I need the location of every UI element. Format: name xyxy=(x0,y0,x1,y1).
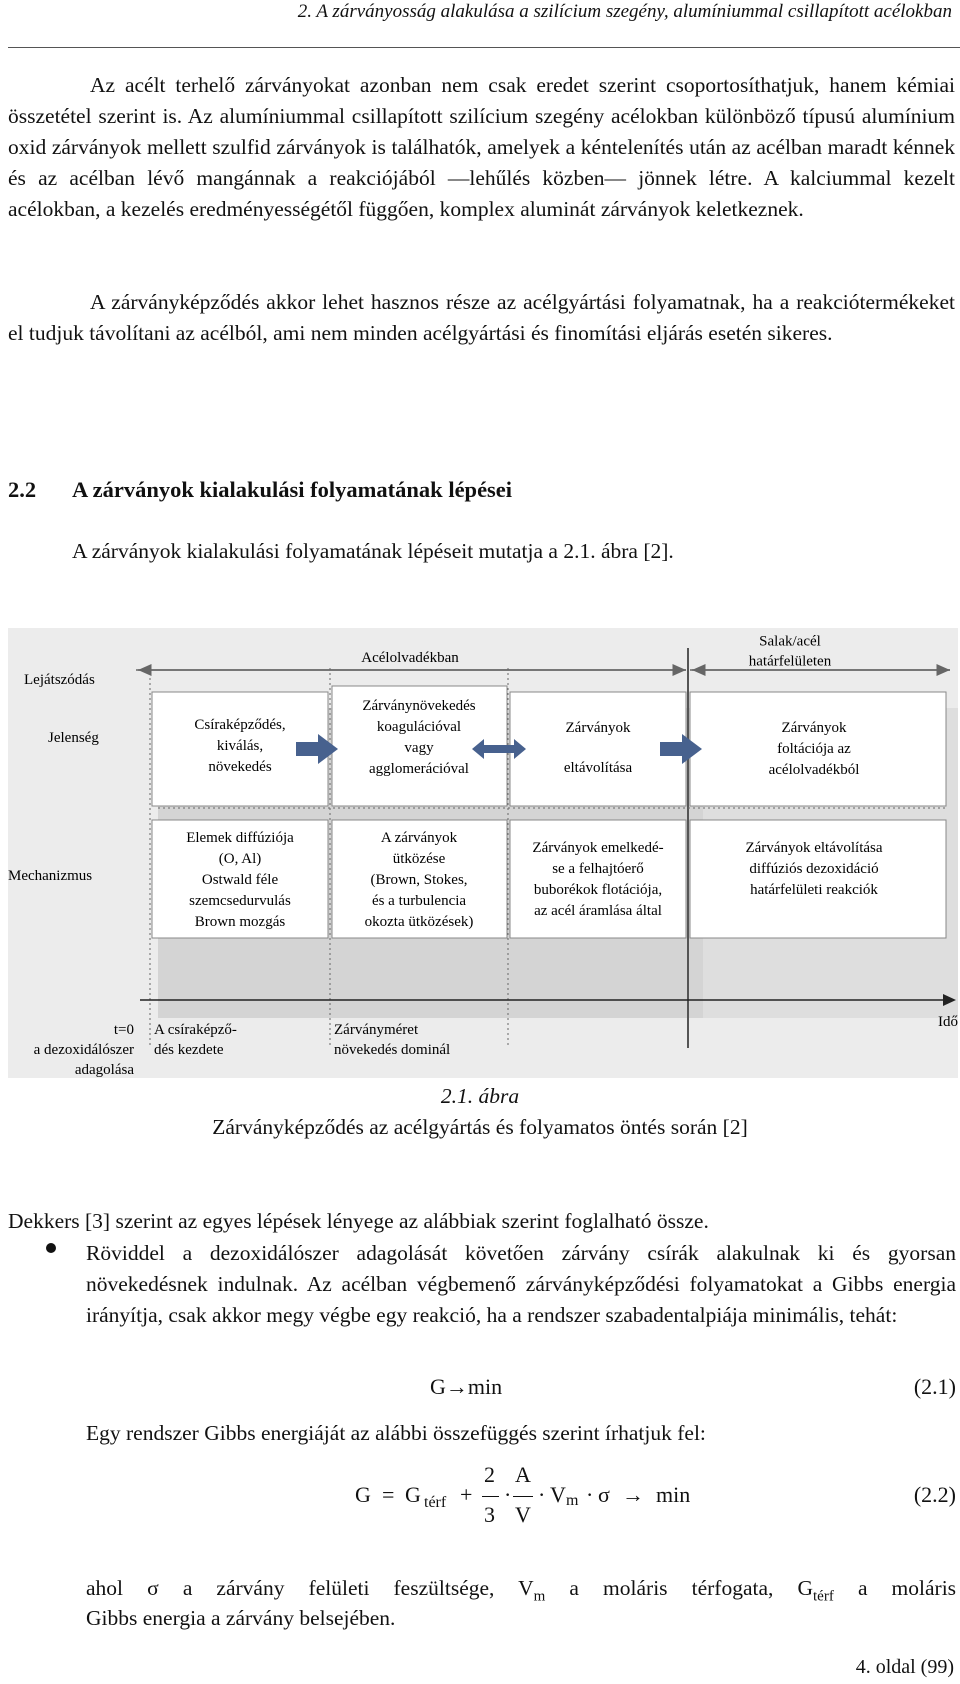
row-label-phenomenon: Jelenség xyxy=(48,730,99,746)
eq2-num-a: A xyxy=(515,1462,531,1487)
eq1-number: (2.1) xyxy=(913,1374,956,1399)
mechanism-3-line: se a felhajtóerő xyxy=(552,861,644,877)
eq1-rhs: min xyxy=(467,1374,503,1399)
def-sub-terf: térf xyxy=(813,1588,834,1605)
def-sigma: σ xyxy=(147,1576,159,1600)
paragraph-inclusion-composition: Az acélt terhelő zárványokat azonban nem csak eredet szerint csoportosíthatjuk, hanem kémiai összetétel szerint is. Az alumíniummal csillapított szilícium szegény acélokban különböző típusú alumínium oxid zárványok mellett szulfid zárványok is találhatók, amelyek a kéntelenítés után az acélban maradt kénnek és az acélban lévő mangánnak a reakciójából —lehűlés közben— jönnek létre. A kalciummal kezelt acélokban, a kezelés eredményességétől függően, komplex aluminát zárványok keletkeznek. xyxy=(8,73,955,221)
def-text-3: a moláris xyxy=(857,1576,957,1600)
def-v: V xyxy=(518,1576,534,1600)
def-sub-m: m xyxy=(533,1588,546,1605)
mechanism-3-line: buborékok flotációja, xyxy=(533,882,663,898)
figure-diagram xyxy=(8,628,958,1078)
header-rule xyxy=(8,47,960,48)
eq2-dot: · xyxy=(586,1482,594,1507)
eq2-min: min xyxy=(656,1482,691,1507)
eq2-sub-terf: térf xyxy=(424,1494,447,1511)
eq2-sub-m: m xyxy=(566,1492,579,1509)
zone-label-interface-2: határfelületen xyxy=(748,653,832,670)
bullet-nucleation: Röviddel a dezoxidálószer adagolását követően zárvány csírák alakulnak ki és gyorsan növekedésnek indulnak. Az acélban végbemenő zárványképződési folyamatokat a Gibbs energia irányítja, csak akkor megy végbe egy reakció, ha a rendszer szabadentalpiája minimális, tehát: xyxy=(86,1241,956,1327)
mechanism-2-line: (Brown, Stokes, xyxy=(370,872,468,888)
eq2-arrow: → xyxy=(622,1482,644,1507)
phenomenon-4-line: Zárványok xyxy=(781,720,847,736)
eq2-sigma: σ xyxy=(598,1482,610,1507)
phenomenon-2-line: agglomerációval xyxy=(369,761,469,777)
eq2-plus: + xyxy=(460,1482,473,1507)
mechanism-box-interface xyxy=(690,820,946,938)
def-text-2: a moláris térfogata, xyxy=(569,1576,774,1600)
mechanism-1-line: Elemek diffúziója xyxy=(186,830,294,846)
phenomenon-3-line: Zárványok xyxy=(565,720,631,736)
mechanism-1-line: Brown mozgás xyxy=(194,914,286,930)
section-number: 2.2 xyxy=(8,477,37,502)
section-heading xyxy=(8,477,512,503)
phenomenon-2-line: koagulációval xyxy=(376,719,462,735)
equation-2-2 xyxy=(0,1460,960,1532)
phenomenon-1-line: Csíraképződés, xyxy=(194,717,286,733)
mechanism-3-line: az acél áramlása által xyxy=(534,903,662,919)
eq2-g2: G xyxy=(405,1482,421,1507)
milestone-nucleation: dés kezdete xyxy=(154,1042,224,1058)
milestone-nucleation: A csíraképző- xyxy=(154,1022,237,1038)
figure-caption: Zárványképződés az acélgyártás és folyamatos öntés során [2] xyxy=(212,1115,748,1139)
eq2-number: (2.2) xyxy=(913,1482,956,1507)
mechanism-2-line: okozta ütközések) xyxy=(364,914,474,930)
mechanism-box-flotation xyxy=(510,820,686,938)
mechanism-1-line: szemcsedurvulás xyxy=(189,893,291,909)
eq1-arrow: → xyxy=(445,1374,468,1399)
mechanism-2-line: és a turbulencia xyxy=(371,893,467,909)
phenomenon-4-line: foltációja az xyxy=(777,741,851,757)
bullet-icon xyxy=(46,1243,56,1253)
phenomenon-3-line: eltávolítása xyxy=(563,760,633,776)
mechanism-4-line: Zárványok eltávolítása xyxy=(745,840,883,856)
eq1-lhs: G xyxy=(430,1374,446,1399)
t0-label: adagolása xyxy=(74,1062,134,1078)
mechanism-2-line: ütközése xyxy=(392,851,446,867)
row-label-mechanism: Mechanizmus xyxy=(8,868,93,884)
zone-label-interface-1: Salak/acél xyxy=(759,633,821,650)
zone-label-steel: Acélolvadékban xyxy=(361,650,459,666)
mechanism-3-line: Zárványok emelkedé- xyxy=(532,840,664,856)
phenomenon-2-line: vagy xyxy=(404,740,434,756)
mechanism-4-line: diffúziós dezoxidáció xyxy=(749,861,879,877)
figure-number: 2.1. ábra xyxy=(440,1084,520,1108)
page-number: 4. oldal (99) xyxy=(855,1656,954,1678)
gibbs-intro: Egy rendszer Gibbs energiáját az alábbi összefüggés szerint írhatjuk fel: xyxy=(86,1421,706,1445)
time-axis-label: Idő xyxy=(938,1014,958,1030)
t0-label: a dezoxidálószer xyxy=(33,1042,134,1058)
milestone-growth: növekedés dominál xyxy=(334,1042,451,1058)
eq2-dot: · xyxy=(504,1482,512,1507)
t0-label: t=0 xyxy=(113,1022,134,1038)
eq2-den-3: 3 xyxy=(484,1502,495,1527)
phenomenon-box-removal xyxy=(510,692,686,806)
eq2-den-v: V xyxy=(515,1502,531,1527)
figure-inclusion-steps xyxy=(8,628,958,1078)
def-g: G xyxy=(797,1576,814,1600)
dekkers-intro: Dekkers [3] szerint az egyes lépések lényege az alábbiak szerint foglalható össze. xyxy=(8,1209,709,1233)
phenomenon-1-line: kiválás, xyxy=(216,738,264,754)
mechanism-1-line: (O, Al) xyxy=(218,851,262,867)
eq2-g: G xyxy=(355,1482,371,1507)
phenomenon-2-line: Zárványnövekedés xyxy=(362,698,476,714)
def-ahol: ahol xyxy=(86,1576,124,1600)
mechanism-1-line: Ostwald féle xyxy=(201,872,279,888)
row-label-occurrence: Lejátszódás xyxy=(24,672,95,688)
definition-line-1 xyxy=(86,1576,956,1605)
mechanism-2-line: A zárványok xyxy=(380,830,458,846)
paragraph-inclusion-usefulness: A zárványképződés akkor lehet hasznos része az acélgyártási folyamatnak, ha a reakciótermékeket el tudjuk távolítani az acélból, ami nem minden acélgyártási és finomítási eljárás esetén sikeres. xyxy=(8,290,955,345)
section-intro: A zárványok kialakulási folyamatának lépéseit mutatja a 2.1. ábra [2]. xyxy=(72,539,674,563)
milestone-growth: Zárványméret xyxy=(334,1022,419,1038)
def-text-1: a zárvány felületi feszültsége, xyxy=(182,1576,495,1600)
eq2-vm: V xyxy=(550,1482,566,1507)
eq2-num-2: 2 xyxy=(484,1462,495,1487)
chapter-title: 2. A zárványosság alakulása a szilícium szegény, alumíniummal csillapított acélokban xyxy=(297,1,952,22)
eq2-fraction-bar xyxy=(513,1496,533,1497)
phenomenon-1-line: növekedés xyxy=(208,759,272,775)
eq2-dot: · xyxy=(538,1482,546,1507)
section-title: A zárványok kialakulási folyamatának lépései xyxy=(72,477,513,502)
mechanism-4-line: határfelületi reakciók xyxy=(750,882,878,898)
eq2-equals: = xyxy=(382,1482,395,1507)
eq2-fraction-bar xyxy=(482,1496,499,1497)
phenomenon-4-line: acélolvadékból xyxy=(768,762,860,778)
definition-line-2: Gibbs energia a zárvány belsejében. xyxy=(86,1606,396,1630)
page-header xyxy=(0,0,960,48)
